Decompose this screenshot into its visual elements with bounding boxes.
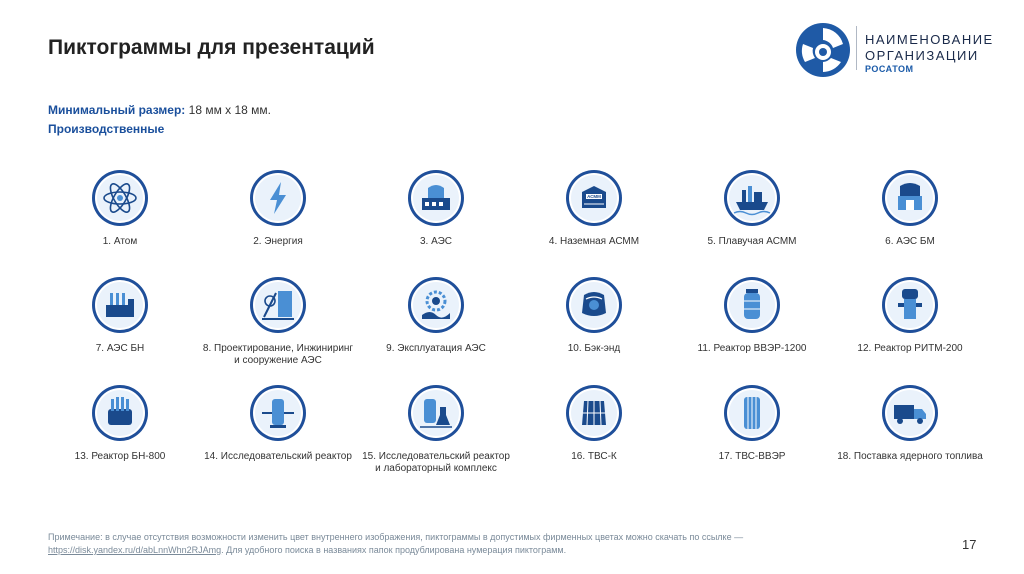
svg-text:АСММ: АСММ xyxy=(587,194,601,199)
pictogram-item[interactable] xyxy=(198,168,358,248)
category-heading: Производственные xyxy=(48,122,165,136)
pictogram-caption: 2. Энергия xyxy=(253,236,303,247)
operation-icon xyxy=(406,275,466,335)
pictogram-caption: 8. Проектирование, Инжиниринг и сооружение АЭС xyxy=(202,343,354,366)
logo-divider xyxy=(856,26,857,70)
pictogram-caption: 6. АЭС БМ xyxy=(885,236,935,247)
research-lab-icon xyxy=(406,383,466,443)
pictogram-caption: 14. Исследовательский реактор xyxy=(204,451,352,462)
footnote-suffix: . Для удобного поиска в названиях папок продублирована нумерация пиктограмм. xyxy=(221,545,567,555)
pictogram-item[interactable] xyxy=(198,275,358,367)
pictogram-item[interactable] xyxy=(514,275,674,355)
pictogram-item[interactable] xyxy=(672,383,832,463)
pictogram-caption: 18. Поставка ядерного топлива xyxy=(837,451,983,462)
npp-icon xyxy=(406,168,466,228)
fuel-assembly-k-icon xyxy=(564,383,624,443)
reactor-bn-icon xyxy=(90,383,150,443)
pictogram-item[interactable] xyxy=(40,383,200,463)
reactor-ritm-icon xyxy=(880,275,940,335)
floating-smr-icon xyxy=(722,168,782,228)
pictogram-caption: 4. Наземная АСММ xyxy=(548,236,640,247)
pictogram-item[interactable] xyxy=(40,275,200,355)
pictogram-caption: 7. АЭС БН xyxy=(95,343,145,354)
rosatom-logo-icon xyxy=(795,22,851,78)
pictogram-caption: 12. Реактор РИТМ-200 xyxy=(857,343,963,354)
reactor-vver-icon xyxy=(722,275,782,335)
logo-text-line3: РОСАТОМ xyxy=(865,64,914,74)
footnote-link[interactable]: https://disk.yandex.ru/d/abLnnWhn2RJAmg xyxy=(48,545,222,555)
logo-text-line1: НАИМЕНОВАНИЕ xyxy=(865,32,994,47)
footnote xyxy=(48,531,908,557)
pictogram-caption: 5. Плавучая АСММ xyxy=(707,236,797,247)
fuel-assembly-vver-icon xyxy=(722,383,782,443)
atom-icon xyxy=(90,168,150,228)
pictogram-item[interactable] xyxy=(830,383,990,463)
engineering-icon xyxy=(248,275,308,335)
pictogram-item[interactable] xyxy=(356,383,516,475)
pictogram-caption: 9. Эксплуатация АЭС xyxy=(386,343,486,354)
pictogram-caption: 17. ТВС-ВВЭР xyxy=(718,451,786,462)
min-size-label: Минимальный размер: xyxy=(48,103,186,117)
pictogram-item[interactable] xyxy=(356,168,516,248)
fuel-delivery-truck-icon xyxy=(880,383,940,443)
research-reactor-icon xyxy=(248,383,308,443)
back-end-icon xyxy=(564,275,624,335)
pictogram-item[interactable] xyxy=(40,168,200,248)
rosatom-logo xyxy=(795,22,995,78)
min-size-value: 18 мм x 18 мм. xyxy=(188,103,272,117)
pictogram-caption: 1. Атом xyxy=(102,236,138,247)
pictogram-caption: 13. Реактор БН-800 xyxy=(74,451,166,462)
pictogram-item[interactable] xyxy=(830,275,990,355)
min-size-line xyxy=(48,103,271,117)
pictogram-caption: 16. ТВС-К xyxy=(571,451,617,462)
pictogram-item[interactable] xyxy=(672,275,832,355)
npp-bn-icon xyxy=(90,275,150,335)
pictogram-item[interactable] xyxy=(830,168,990,248)
pictogram-caption: 15. Исследовательский реактор и лабораторный комплекс xyxy=(362,451,510,474)
pictogram-caption: 3. АЭС xyxy=(420,236,452,247)
pictogram-caption: 11. Реактор ВВЭР-1200 xyxy=(697,343,807,354)
land-smr-icon xyxy=(564,168,624,228)
pictogram-item[interactable] xyxy=(514,383,674,463)
page-number: 17 xyxy=(962,537,977,552)
npp-bm-icon xyxy=(880,168,940,228)
pictogram-item[interactable] xyxy=(672,168,832,248)
pictogram-caption: 10. Бэк-энд xyxy=(567,343,621,354)
pictogram-item[interactable] xyxy=(356,275,516,355)
pictogram-item[interactable] xyxy=(198,383,358,463)
lightning-icon xyxy=(248,168,308,228)
logo-text-line2: ОРГАНИЗАЦИИ xyxy=(865,48,979,63)
pictogram-item[interactable] xyxy=(514,168,674,248)
footnote-prefix: Примечание: в случае отсутствия возможности изменить цвет внутреннего изображения, пиктограммы в допустимых фирменных цветах можно скачать по ссылке — xyxy=(48,532,744,542)
page-title: Пиктограммы для презентаций xyxy=(48,36,375,59)
